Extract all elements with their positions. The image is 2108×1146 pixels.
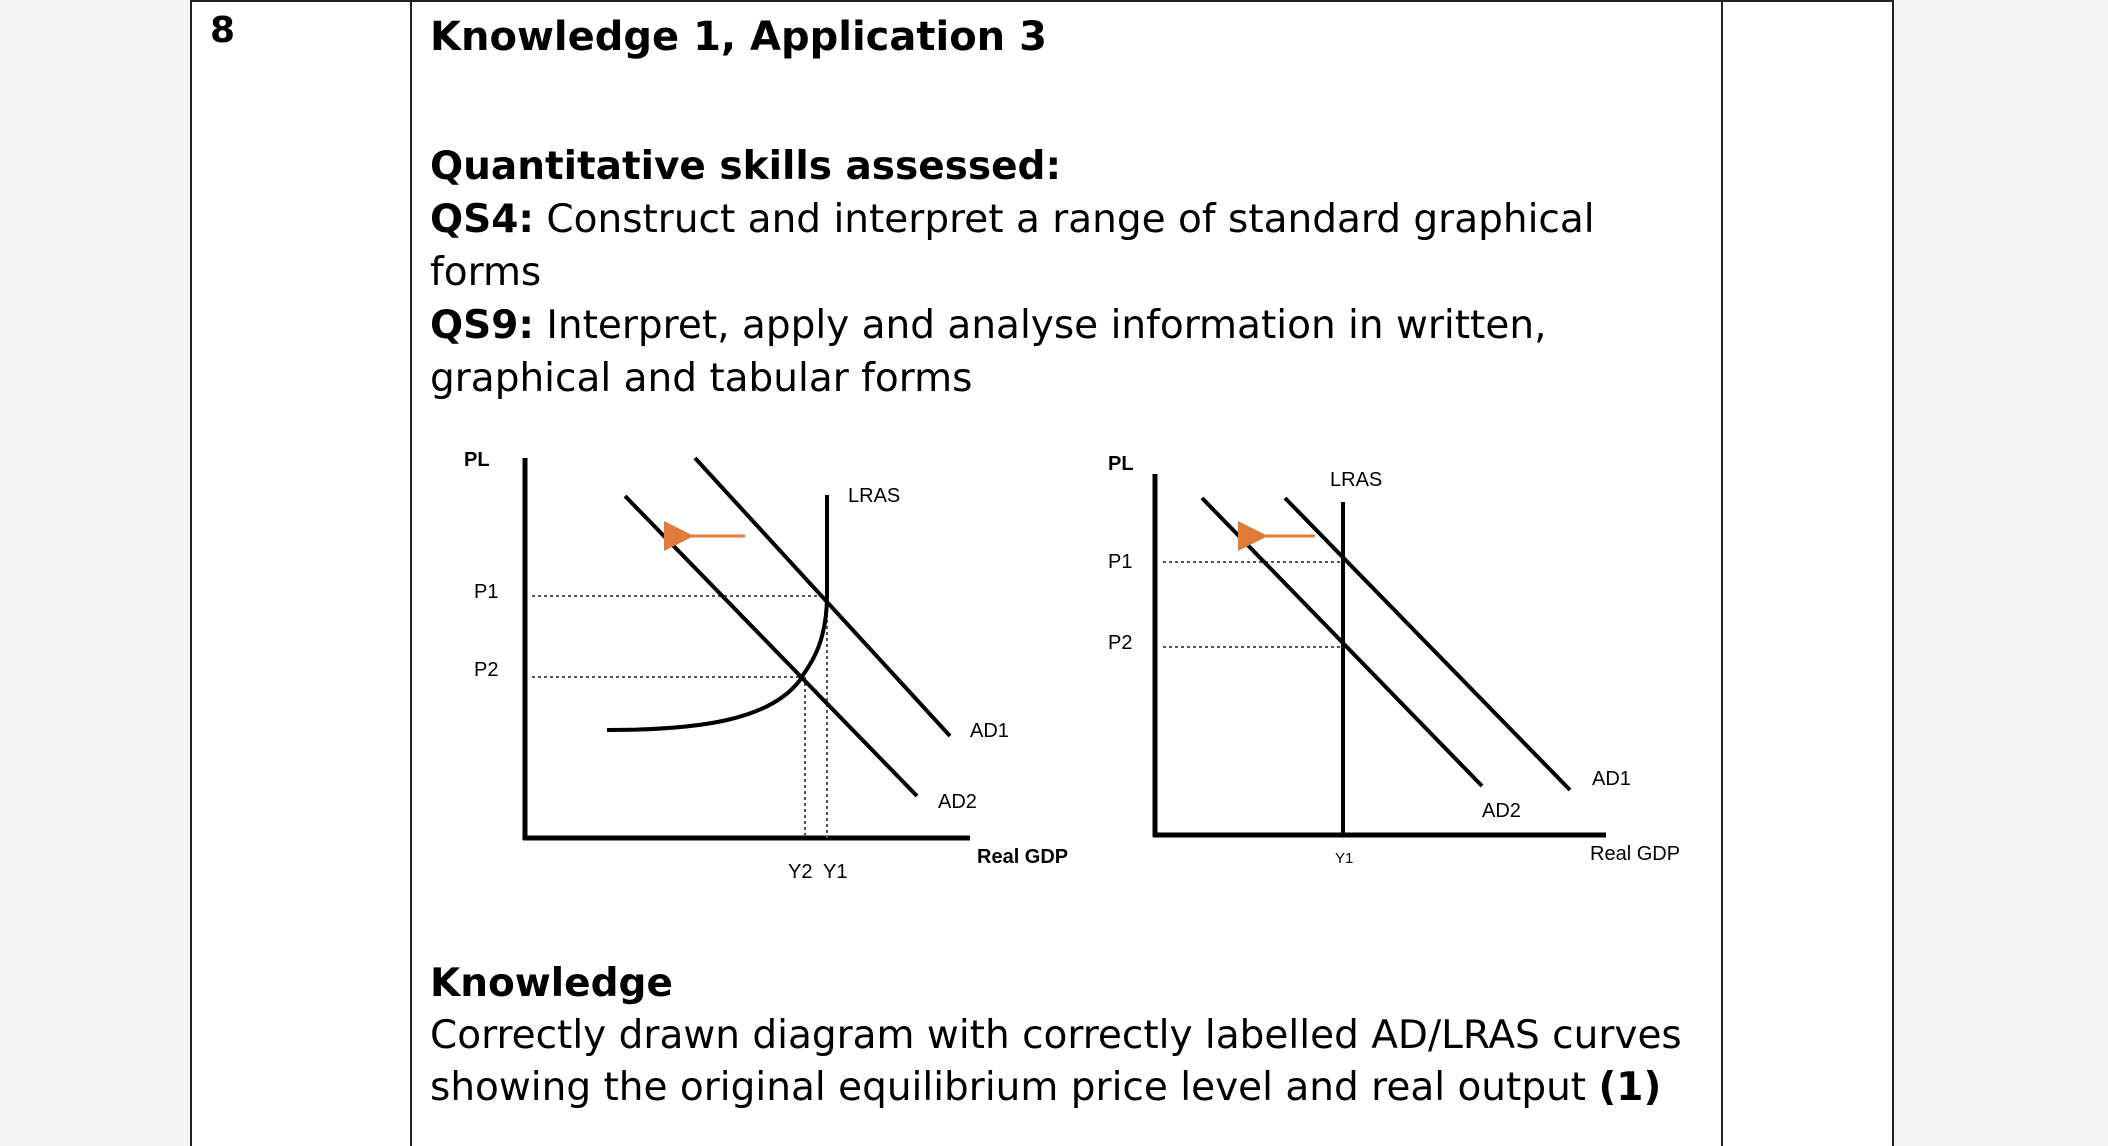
left-ad2-label: AD2: [938, 791, 977, 813]
knowledge-title: Knowledge: [430, 961, 673, 1006]
left-lras-label: LRAS: [848, 485, 901, 507]
right-y-axis-label: PL: [1108, 453, 1134, 475]
skills-title: Quantitative skills assessed:: [430, 144, 1062, 189]
right-p2-label: P2: [1108, 632, 1133, 654]
knowledge-criterion: [430, 1010, 1690, 1114]
left-ad1-label: AD1: [970, 720, 1009, 742]
question-number: 8: [210, 10, 236, 51]
right-ad1-line: [1285, 498, 1570, 790]
left-x-axis-label: Real GDP: [977, 846, 1069, 868]
left-p1-label: P1: [474, 581, 499, 603]
left-y2-label: Y2: [788, 861, 813, 883]
table-border-col1: [410, 0, 412, 1146]
knowledge-mark: (1): [1598, 1065, 1662, 1110]
skill-qs4: [430, 193, 1690, 299]
left-y-axis-label: PL: [464, 449, 490, 471]
diagram-left: [464, 449, 1068, 883]
table-border-col2: [1721, 0, 1723, 1146]
right-lras-label: LRAS: [1330, 469, 1383, 491]
left-lras-curve: [607, 495, 827, 730]
right-ad1-label: AD1: [1592, 768, 1631, 790]
table-border-left: [190, 0, 192, 1146]
right-ad2-label: AD2: [1482, 800, 1521, 822]
table-border-right: [1892, 0, 1894, 1146]
skill-qs9-code: QS9:: [430, 303, 534, 348]
right-y1-label: Y1: [1335, 850, 1354, 867]
ad-lras-diagrams: [430, 430, 1690, 900]
skill-qs9: [430, 299, 1690, 405]
skill-qs9-text: Interpret, apply and analyse information in written, graphical and tabular forms: [430, 303, 1547, 401]
skill-qs4-code: QS4:: [430, 197, 534, 242]
skill-qs4-text: Construct and interpret a range of standard graphical forms: [430, 197, 1595, 295]
knowledge-section: [430, 958, 1690, 1114]
right-x-axis-label: Real GDP: [1590, 843, 1681, 865]
diagram-right: [1108, 453, 1680, 867]
right-p1-label: P1: [1108, 551, 1133, 573]
table-top-border: [190, 0, 1894, 2]
left-p2-label: P2: [474, 659, 499, 681]
left-ad1-line: [695, 458, 950, 736]
skills-section: [430, 140, 1690, 405]
knowledge-text: Correctly drawn diagram with correctly labelled AD/LRAS curves showing the original equilibrium price level and real output: [430, 1013, 1682, 1110]
left-y1-label: Y1: [823, 861, 848, 883]
question-heading: Knowledge 1, Application 3: [430, 14, 1047, 60]
